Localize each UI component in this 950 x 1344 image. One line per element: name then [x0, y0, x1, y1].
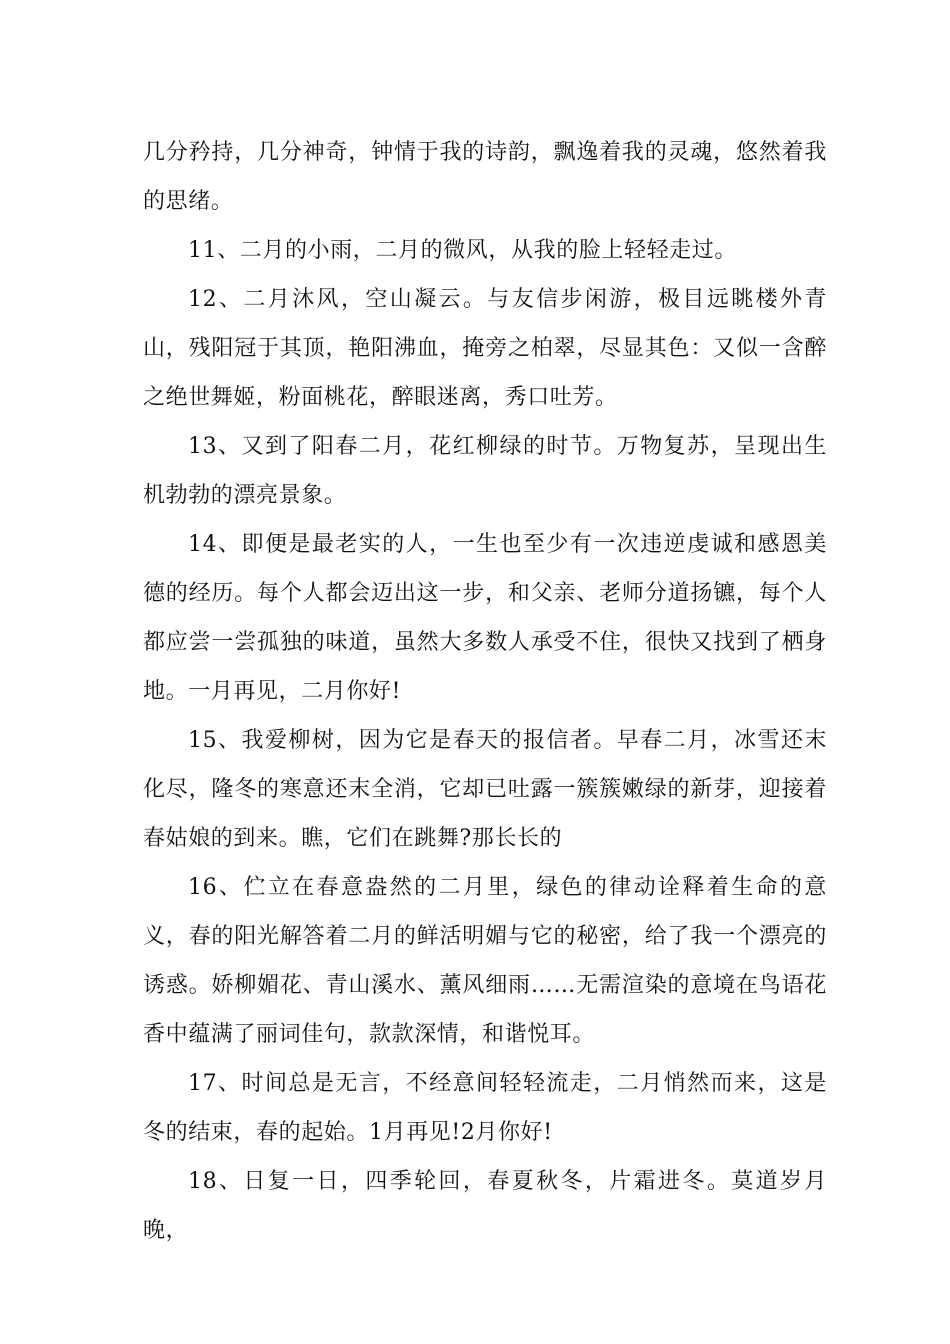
paragraph-14: 14、即便是最老实的人，一生也至少有一次违逆虔诚和感恩美德的经历。每个人都会迈出这一步，和父亲、老师分道扬镳，每个人都应尝一尝孤独的味道，虽然大多数人承受不住，很快又找到了栖身地。一月再见，二月你好! — [143, 532, 827, 704]
document-body — [143, 128, 827, 1255]
paragraph-continuation: 几分矜持，几分神奇，钟情于我的诗韵，飘逸着我的灵魂，悠然着我的思绪。 — [143, 140, 827, 214]
paragraph-12: 12、二月沐风，空山凝云。与友信步闲游，极目远眺楼外青山，残阳冠于其顶，艳阳沸血，掩旁之柏翠，尽显其色：又似一含醉之绝世舞姬，粉面桃花，醉眼迷离，秀口吐芳。 — [143, 287, 827, 410]
paragraph-16: 16、伫立在春意盎然的二月里，绿色的律动诠释着生命的意义，春的阳光解答着二月的鲜活明媚与它的秘密，给了我一个漂亮的诱惑。娇柳媚花、青山溪水、薰风细雨……无需渲染的意境在鸟语花香中蕴满了丽词佳句，款款深情，和谐悦耳。 — [143, 875, 827, 1047]
paragraph-11: 11、二月的小雨，二月的微风，从我的脸上轻轻走过。 — [188, 238, 737, 263]
paragraph-13: 13、又到了阳春二月，花红柳绿的时节。万物复苏，呈现出生机勃勃的漂亮景象。 — [143, 434, 827, 508]
paragraph-17: 17、时间总是无言，不经意间轻轻流走，二月悄然而来，这是冬的结束，春的起始。1月再见!2月你好! — [143, 1071, 827, 1145]
paragraph-18: 18、日复一日，四季轮回，春夏秋冬，片霜进冬。莫道岁月晚， — [143, 1169, 827, 1243]
paragraph-15: 15、我爱柳树，因为它是春天的报信者。早春二月，冰雪还末化尽，隆冬的寒意还末全消，它却已吐露一簇簇嫩绿的新芽，迎接着春姑娘的到来。瞧，它们在跳舞?那长长的 — [143, 728, 827, 851]
